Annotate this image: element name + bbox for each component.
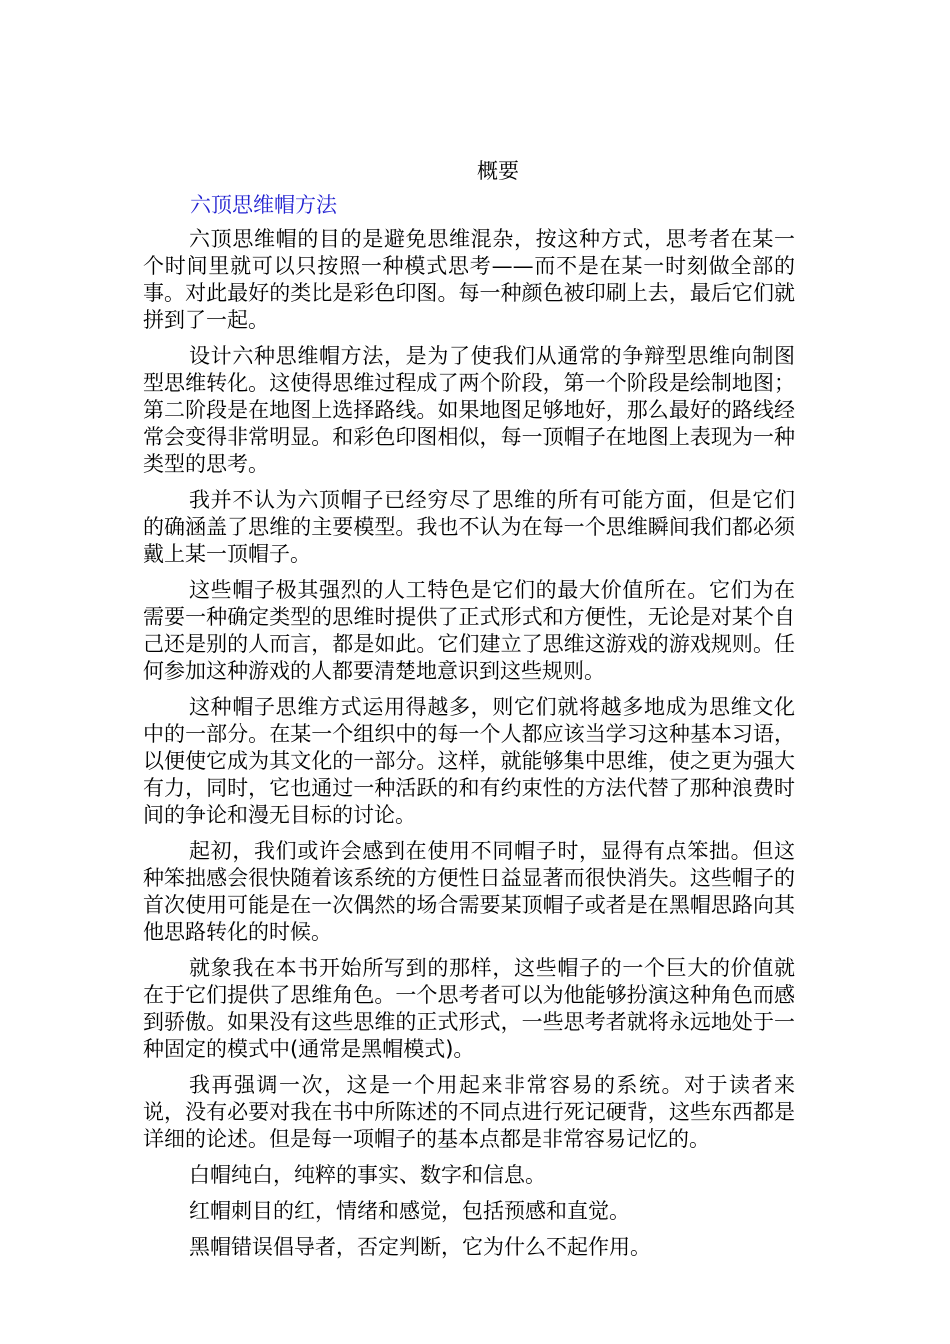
paragraph-black-hat: 黑帽错误倡导者，否定判断，它为什么不起作用。 [189, 1235, 651, 1259]
paragraph-design: 设计六种思维帽方法，是为了使我们从通常的争辩型思维向制图型思维转化。这使得思维过程成了两个阶段，第一个阶段是绘制地图；第二阶段是在地图上选择路线。如果地图足够地好，那么最好的路线经常会变得非常明显。和彩色印图相似，每一顶帽子在地图上表现为一种类型的思考。 [143, 344, 795, 476]
body-text [143, 226, 795, 1270]
page-title: 概要 [477, 159, 519, 183]
paragraph-roles: 就象我在本书开始所写到的那样，这些帽子的一个巨大的价值就在于它们提供了思维角色。一个思考者可以为他能够扮演这种角色而感到骄傲。如果没有这些思维的正式形式，一些思考者就将永远地处于一种固定的模式中(通常是黑帽模式)。 [143, 956, 795, 1061]
paragraph-red-hat: 红帽刺目的红，情绪和感觉，包括预感和直觉。 [189, 1199, 630, 1223]
paragraph-artificiality: 这些帽子极其强烈的人工特色是它们的最大价值所在。它们为在需要一种确定类型的思维时提供了正式形式和方便性，无论是对某个自己还是别的人而言，都是如此。它们建立了思维这游戏的游戏规则。任何参加这种游戏的人都要清楚地意识到这些规则。 [143, 578, 795, 683]
paragraph-clumsiness: 起初，我们或许会感到在使用不同帽子时，显得有点笨拙。但这种笨拙感会很快随着该系统的方便性日益显著而很快消失。这些帽子的首次使用可能是在一次偶然的场合需要某顶帽子或者是在黑帽思路向其他思路转化的时候。 [143, 839, 795, 944]
paragraph-culture: 这种帽子思维方式运用得越多，则它们就将越多地成为思维文化中的一部分。在某一个组织中的每一个人都应该当学习这种基本习语，以便使它成为其文化的一部分。这样，就能够集中思维，使之更为强大有力，同时，它也通过一种活跃的和有约束性的方法代替了那种浪费时间的争论和漫无目标的讨论。 [143, 695, 795, 827]
paragraph-coverage: 我并不认为六顶帽子已经穷尽了思维的所有可能方面，但是它们的确涵盖了思维的主要模型。我也不认为在每一个思维瞬间我们都必须戴上某一顶帽子。 [143, 488, 795, 566]
section-heading: 六顶思维帽方法 [190, 193, 337, 217]
paragraph-purpose: 六顶思维帽的目的是避免思维混杂，按这种方式，思考者在某一个时间里就可以只按照一种模式思考——而不是在某一时刻做全部的事。对此最好的类比是彩色印图。每一种颜色被印刷上去，最后它们就拼到了一起。 [143, 227, 795, 332]
paragraph-emphasis: 我再强调一次，这是一个用起来非常容易的系统。对于读者来说，没有必要对我在书中所陈述的不同点进行死记硬背，这些东西都是详细的论述。但是每一项帽子的基本点都是非常容易记忆的。 [143, 1073, 795, 1151]
paragraph-white-hat: 白帽纯白，纯粹的事实、数字和信息。 [189, 1163, 546, 1187]
